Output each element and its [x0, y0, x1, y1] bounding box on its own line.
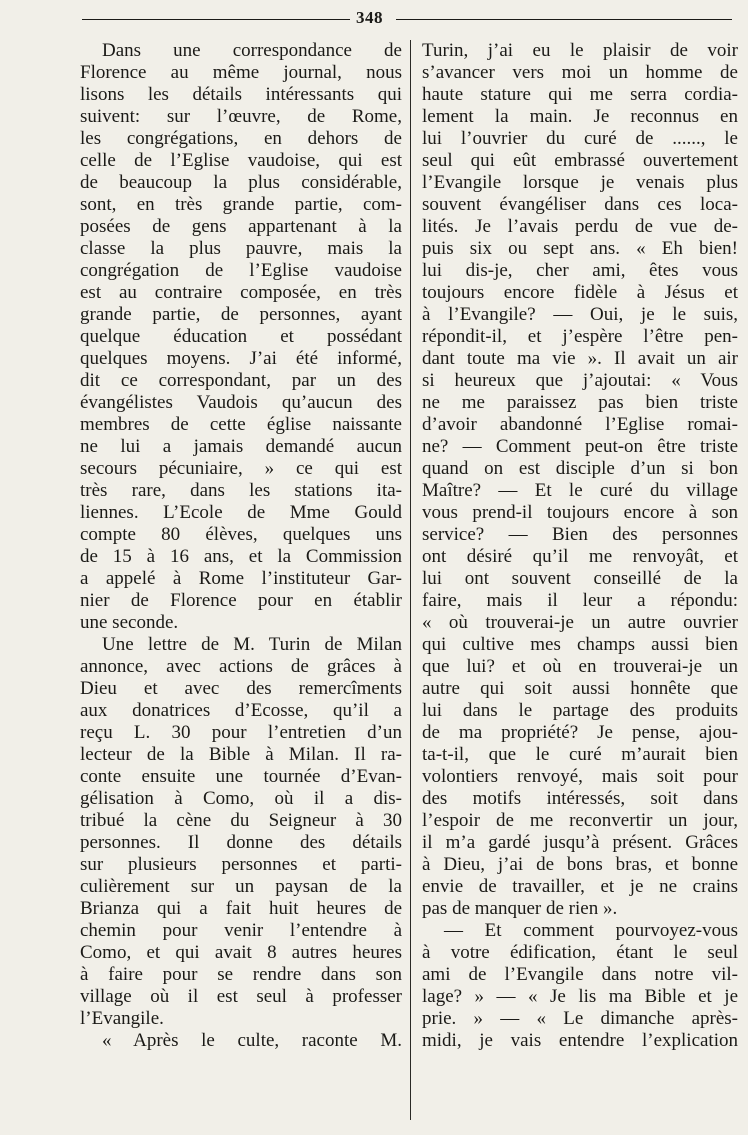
text-line: lités. Je l’avais perdu de vue de- [422, 216, 738, 237]
text-line: Turin, j’ai eu le plaisir de voir [422, 40, 738, 61]
text-line: annonce, avec actions de grâces à [80, 656, 402, 677]
text-line: à votre édification, étant le seul [422, 942, 738, 963]
text-line: sont, en très grande partie, com- [80, 194, 402, 215]
text-line: liennes. L’Ecole de Mme Gould [80, 502, 402, 523]
text-line: lui ont souvent conseillé de la [422, 568, 738, 589]
text-line: qui cultive mes champs aussi bien [422, 634, 738, 655]
text-line: sur plusieurs personnes et parti- [80, 854, 402, 875]
text-line: à faire pour se rendre dans son [80, 964, 402, 985]
right-column [422, 40, 738, 1052]
text-line: quelques moyens. J’ai été informé, [80, 348, 402, 369]
text-line: très rare, dans les stations ita- [80, 480, 402, 501]
text-line: Dieu et avec des remercîments [80, 678, 402, 699]
text-line: toujours encore fidèle à Jésus et [422, 282, 738, 303]
text-line: à l’Evangile? — Oui, je le suis, [422, 304, 738, 325]
text-line: puis six ou sept ans. « Eh bien! [422, 238, 738, 259]
text-line: gélisation à Como, où il a dis- [80, 788, 402, 809]
text-line: autre qui soit aussi honnête que [422, 678, 738, 699]
text-line: prie. » — « Le dimanche après- [422, 1008, 738, 1029]
text-line: dit ce correspondant, par un des [80, 370, 402, 391]
text-line: il m’a gardé jusqu’à présent. Grâces [422, 832, 738, 853]
header-rule-left [82, 19, 350, 20]
text-line: vous prend-il toujours encore à son [422, 502, 738, 523]
text-line: lecteur de la Bible à Milan. Il ra- [80, 744, 402, 765]
header-rule-right [396, 19, 732, 20]
text-line: compte 80 élèves, quelques uns [80, 524, 402, 545]
text-line: ont désiré qu’il me renvoyât, et [422, 546, 738, 567]
text-line: des motifs intéressés, soit dans [422, 788, 738, 809]
text-line: ami de l’Evangile dans notre vil- [422, 964, 738, 985]
text-line: Brianza qui a fait huit heures de [80, 898, 402, 919]
text-line: congrégation de l’Eglise vaudoise [80, 260, 402, 281]
text-line: une seconde. [80, 612, 179, 633]
text-line: lisons les détails intéressants qui [80, 84, 402, 105]
text-line: de ma propriété? Je pense, ajou- [422, 722, 738, 743]
text-line: l’Evangile. [80, 1008, 164, 1029]
text-line: ne lui a jamais demandé aucun [80, 436, 402, 457]
text-line: l’Evangile lorsque je venais plus [422, 172, 738, 193]
text-line: Como, et qui avait 8 autres heures [80, 942, 402, 963]
text-line: s’avancer vers moi un homme de [422, 62, 738, 83]
text-line: personnes. Il donne des détails [80, 832, 402, 853]
text-line: aux donatrices d’Ecosse, qu’il a [80, 700, 402, 721]
text-line: grande partie, de personnes, ayant [80, 304, 402, 325]
text-line: d’avoir abandonné l’Eglise romai- [422, 414, 738, 435]
page-number: 348 [356, 8, 383, 27]
text-line: quelque éducation et possédant [80, 326, 402, 347]
text-line: à Dieu, j’ai de bons bras, et bonne [422, 854, 738, 875]
text-line: de beaucoup la plus considérable, [80, 172, 402, 193]
text-line: classe la plus pauvre, mais la [80, 238, 402, 259]
text-line: évangélistes Vaudois qu’aucun des [80, 392, 402, 413]
text-line: Florence au même journal, nous [80, 62, 402, 83]
text-line: ne? — Comment peut-on être triste [422, 436, 738, 457]
text-line: posées de gens appartenant à la [80, 216, 402, 237]
text-line: secours pécuniaire, » ce qui est [80, 458, 402, 479]
text-line: les congrégations, en dehors de [80, 128, 402, 149]
text-line: volontiers renvoyé, mais soit pour [422, 766, 738, 787]
text-line: service? — Bien des personnes [422, 524, 738, 545]
text-line: village où il est seul à professer [80, 986, 402, 1007]
text-line: lui dans le partage des produits [422, 700, 738, 721]
text-line: envie de travailler, et je ne crains [422, 876, 738, 897]
text-line: haute stature qui me serra cordia- [422, 84, 738, 105]
text-line: midi, je vais entendre l’explication [422, 1030, 738, 1051]
text-line: membres de cette église naissante [80, 414, 402, 435]
text-line: lui l’ouvrier du curé de ......, le [422, 128, 738, 149]
text-line: faire, mais il leur a répondu: [422, 590, 738, 611]
text-line: celle de l’Eglise vaudoise, qui est [80, 150, 402, 171]
text-line: ne me paraissez pas bien triste [422, 392, 738, 413]
text-line: l’espoir de me reconvertir un jour, [422, 810, 738, 831]
text-line: pas de manquer de rien ». [422, 898, 618, 919]
text-line: culièrement sur un paysan de la [80, 876, 402, 897]
text-line: seul qui eût embrassé ouvertement [422, 150, 738, 171]
text-line: nier de Florence pour en établir [80, 590, 402, 611]
text-line: est au contraire composée, en très [80, 282, 402, 303]
text-line: reçu L. 30 pour l’entretien d’un [80, 722, 402, 743]
text-line: « où trouverai-je un autre ouvrier [422, 612, 738, 633]
text-line: lage? » — « Je lis ma Bible et je [422, 986, 738, 1007]
text-line: ta-t-il, que le curé m’aurait bien [422, 744, 738, 765]
text-line: tribué la cène du Seigneur à 30 [80, 810, 402, 831]
text-line: lui dis-je, cher ami, êtes vous [422, 260, 738, 281]
text-line: Maître? — Et le curé du village [422, 480, 738, 501]
text-line: que lui? et où en trouverai-je un [422, 656, 738, 677]
text-line: souvent évangéliser dans ces loca- [422, 194, 738, 215]
text-line: chemin pour venir l’entendre à [80, 920, 402, 941]
text-line: dant toute ma vie ». Il avait un air [422, 348, 738, 369]
text-line: Une lettre de M. Turin de Milan [102, 634, 402, 655]
text-line: de 15 à 16 ans, et la Commission [80, 546, 402, 567]
text-line: « Après le culte, raconte M. [102, 1030, 402, 1051]
text-line: conte ensuite une tournée d’Evan- [80, 766, 402, 787]
text-line: répondit-il, et j’espère l’être pen- [422, 326, 738, 347]
text-line: lement la main. Je reconnus en [422, 106, 738, 127]
column-divider [410, 40, 411, 1120]
text-line: quand on est disciple d’un si bon [422, 458, 738, 479]
left-column [80, 40, 402, 1052]
text-line: a appelé à Rome l’instituteur Gar- [80, 568, 402, 589]
text-line: si heureux que j’ajoutai: « Vous [422, 370, 738, 391]
text-line: — Et comment pourvoyez-vous [444, 920, 738, 941]
text-line: suivent: sur l’œuvre, de Rome, [80, 106, 402, 127]
text-line: Dans une correspondance de [102, 40, 402, 61]
